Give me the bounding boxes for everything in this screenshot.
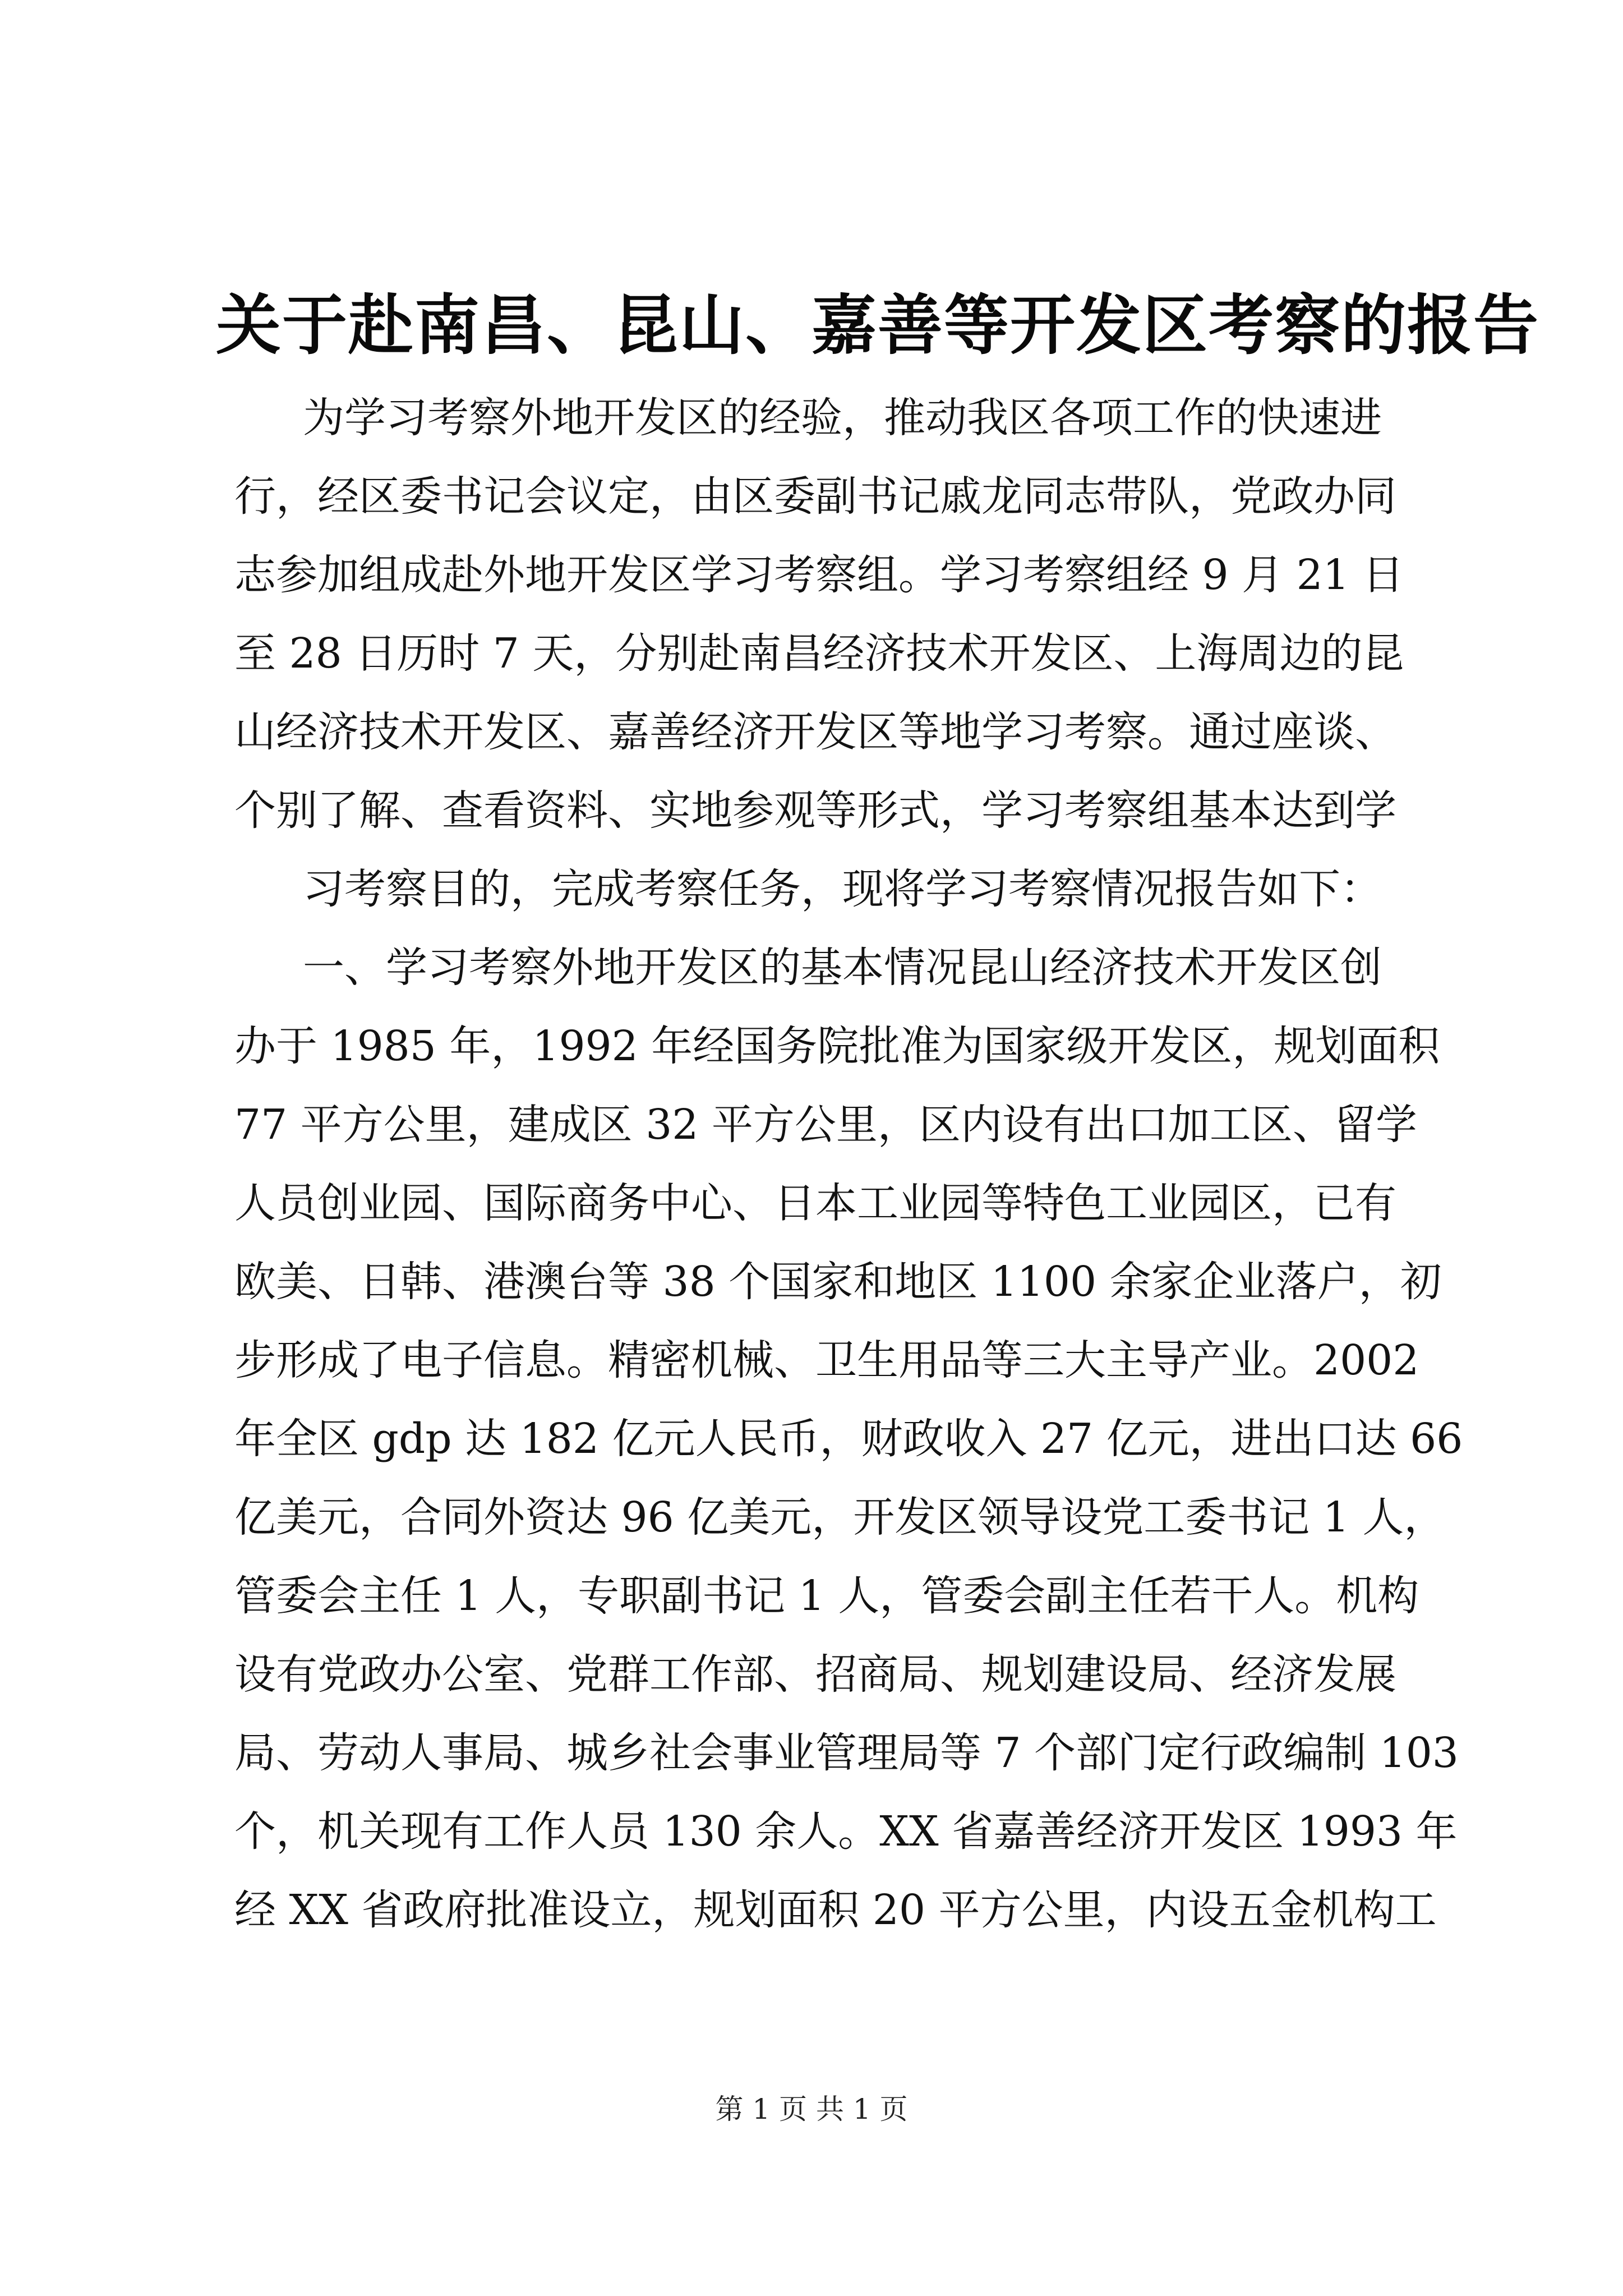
body-line: 一、学习考察外地开发区的基本情况昆山经济技术开发区创	[303, 944, 1382, 992]
document-title: 关于赴南昌、昆山、嘉善等开发区考察的报告	[216, 287, 1539, 364]
body-line: 个，机关现有工作人员 130 余人。XX 省嘉善经济开发区 1993 年	[234, 1807, 1458, 1856]
body-line: 志参加组成赴外地开发区学习考察组。学习考察组经 9 月 21 日	[234, 551, 1404, 599]
body-line: 年全区 gdp 达 182 亿元人民币，财政收入 27 亿元，进出口达 66	[234, 1415, 1463, 1463]
body-line: 管委会主任 1 人，专职副书记 1 人，管委会副主任若干人。机构	[234, 1572, 1419, 1620]
body-line: 为学习考察外地开发区的经验，推动我区各项工作的快速进	[303, 394, 1382, 442]
body-line: 办于 1985 年，1992 年经国务院批准为国家级开发区，规划面积	[234, 1022, 1440, 1070]
body-line: 行，经区委书记会议定，由区委副书记戚龙同志带队，党政办同	[234, 472, 1396, 521]
body-line: 至 28 日历时 7 天，分别赴南昌经济技术开发区、上海周边的昆	[234, 629, 1404, 678]
body-line: 步形成了电子信息。精密机械、卫生用品等三大主导产业。2002	[234, 1336, 1419, 1384]
body-line: 局、劳动人事局、城乡社会事业管理局等 7 个部门定行政编制 103	[234, 1729, 1459, 1777]
body-line: 山经济技术开发区、嘉善经济开发区等地学习考察。通过座谈、	[234, 708, 1396, 756]
body-line: 欧美、日韩、港澳台等 38 个国家和地区 1100 余家企业落户，初	[234, 1258, 1442, 1306]
body-line: 亿美元，合同外资达 96 亿美元，开发区领导设党工委书记 1 人，	[234, 1493, 1446, 1542]
body-line: 人员创业园、国际商务中心、日本工业园等特色工业园区，已有	[234, 1179, 1396, 1227]
body-line: 经 XX 省政府批准设立，规划面积 20 平方公里，内设五金机构工	[234, 1886, 1437, 1934]
body-line: 个别了解、查看资料、实地参观等形式，学习考察组基本达到学	[234, 786, 1396, 835]
body-line: 设有党政办公室、党群工作部、招商局、规划建设局、经济发展	[234, 1650, 1396, 1699]
body-line: 习考察目的，完成考察任务，现将学习考察情况报告如下：	[303, 865, 1382, 913]
body-line: 77 平方公里，建成区 32 平方公里，区内设有出口加工区、留学	[234, 1101, 1417, 1149]
page-footer: 第 1 页 共 1 页	[715, 2093, 908, 2125]
